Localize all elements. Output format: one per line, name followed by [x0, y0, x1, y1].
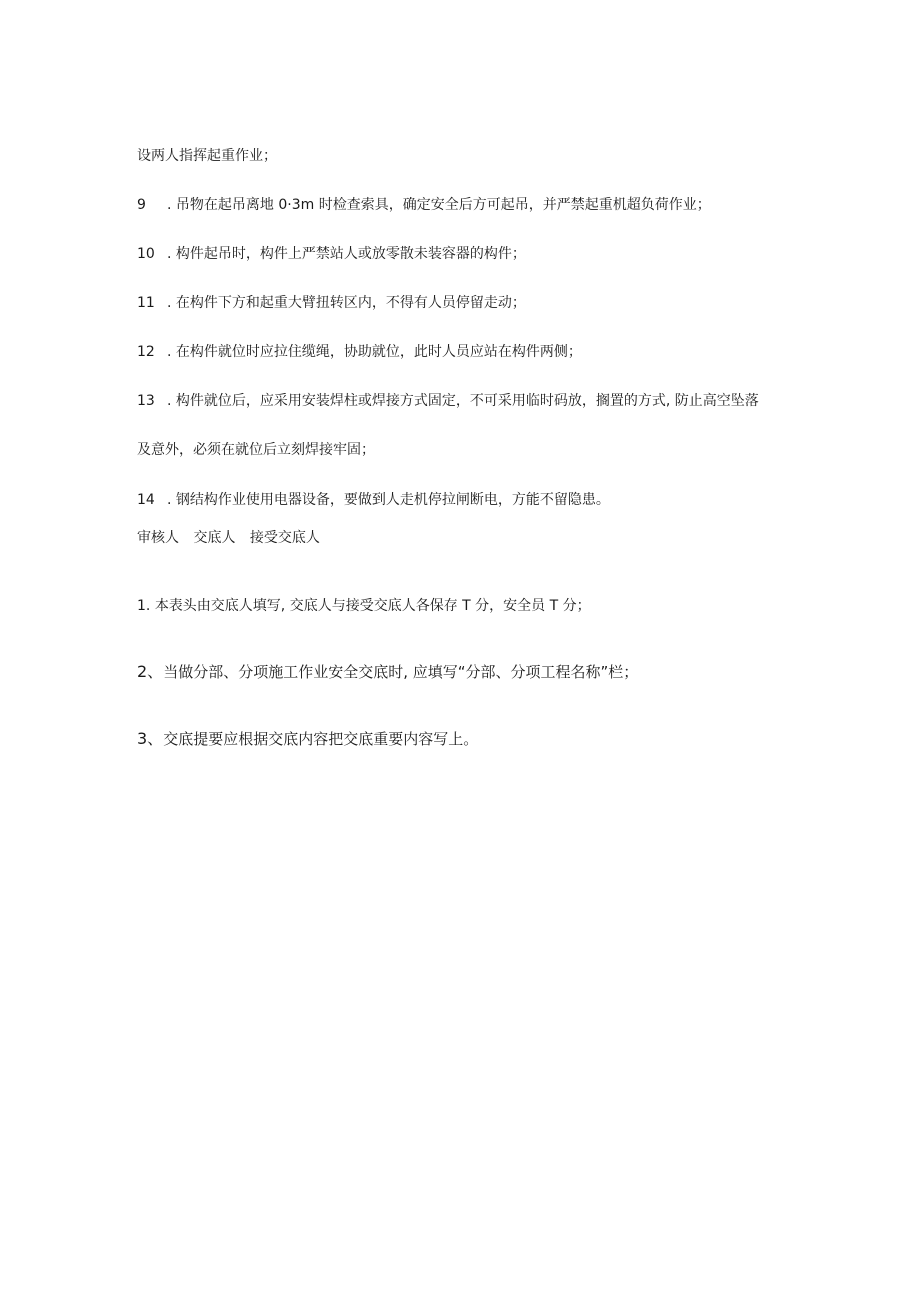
item-text: . 吊物在起吊离地 0·3m 时检查索具，确定安全后方可起吊，并严禁起重机超负荷作业；	[167, 197, 711, 213]
item-number: 12	[137, 344, 155, 360]
note-number: 2、	[137, 662, 164, 681]
note-1	[137, 596, 591, 616]
item-number: 10	[137, 246, 155, 262]
note-text: 当做分部、分项施工作业安全交底时, 应填写“分部、分项工程名称”栏；	[163, 663, 639, 681]
item-number: 9	[137, 197, 146, 213]
reviewer-label: 审核人	[137, 530, 179, 546]
item-text: . 在构件就位时应拉住缆绳，协助就位，此时人员应站在构件两侧；	[167, 344, 582, 360]
item-text: . 在构件下方和起重大臂扭转区内，不得有人员停留走动；	[167, 295, 526, 311]
note-2	[137, 662, 638, 682]
item-number: 13	[137, 393, 155, 409]
note-text: 本表头由交底人填写, 交底人与接受交底人各保存 T 分，安全员 T 分；	[154, 598, 591, 614]
list-item-12	[137, 342, 582, 362]
line-text: 及意外，必须在就位后立刻焊接牢固；	[137, 442, 375, 458]
item-text: . 构件起吊时，构件上严禁站人或放零散未装容器的构件；	[167, 246, 526, 262]
note-number: 1.	[137, 598, 151, 614]
line-text: 设两人指挥起重作业；	[137, 148, 277, 164]
signature-row	[137, 528, 330, 548]
list-item-9	[137, 195, 711, 215]
list-item-10	[137, 244, 526, 264]
note-number: 3、	[137, 729, 164, 748]
item-text: . 构件就位后，应采用安装焊柱或焊接方式固定，不可采用临时码放，搁置的方式, 防止高空坠落	[167, 393, 759, 409]
text-line-continuation	[137, 146, 277, 166]
list-item-14	[137, 490, 610, 510]
list-item-11	[137, 293, 526, 313]
text-line-continuation	[137, 440, 375, 460]
item-text: . 钢结构作业使用电器设备，要做到人走机停拉闸断电，方能不留隐患。	[167, 492, 610, 508]
note-text: 交底提要应根据交底内容把交底重要内容写上。	[163, 730, 479, 748]
item-number: 14	[137, 492, 155, 508]
item-number: 11	[137, 295, 155, 311]
discloser-label: 交底人	[193, 530, 236, 546]
receiver-label: 接受交底人	[249, 530, 320, 546]
list-item-13	[137, 391, 759, 411]
note-3	[137, 729, 478, 749]
